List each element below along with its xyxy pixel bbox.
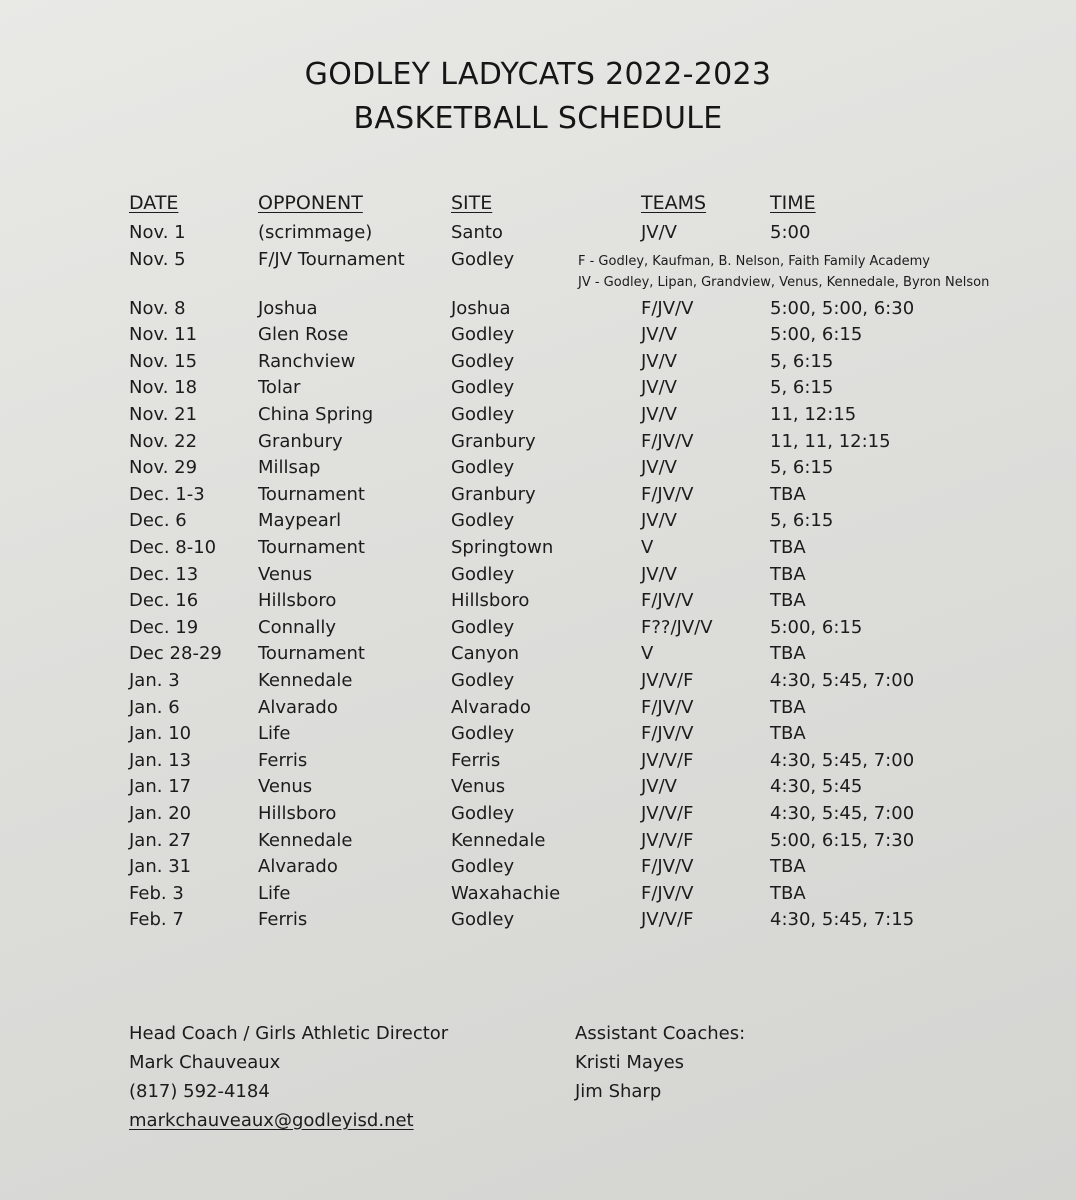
cell-date: Nov. 21	[129, 404, 198, 425]
table-row	[0, 457, 1076, 483]
cell-time: TBA	[770, 696, 806, 718]
table-row	[0, 537, 1076, 563]
cell-date: Jan. 3	[129, 670, 180, 691]
cell-teams: F/JV/V	[641, 696, 694, 718]
cell-time: 5:00, 5:00, 6:30	[770, 297, 915, 319]
table-row	[0, 723, 1076, 749]
assistant-coaches-block	[575, 1019, 745, 1106]
cell-site: Santo	[451, 222, 503, 243]
cell-site: Godley	[451, 248, 515, 270]
cell-date: Feb. 3	[129, 882, 184, 904]
cell-teams: V	[641, 643, 654, 665]
header-time: TIME	[770, 192, 816, 214]
cell-opponent: Joshua	[258, 297, 318, 319]
cell-date: Jan. 20	[129, 803, 192, 824]
cell-site: Godley	[451, 510, 515, 532]
cell-date: Nov. 15	[129, 350, 198, 372]
cell-opponent: Hillsboro	[258, 590, 337, 612]
cell-time: 5:00, 6:15	[770, 616, 863, 638]
cell-date: Dec. 19	[129, 616, 199, 638]
cell-opponent: Venus	[258, 563, 313, 585]
cell-opponent: Tournament	[258, 537, 365, 558]
cell-time: TBA	[770, 563, 806, 585]
cell-teams: JV/V/F	[641, 803, 694, 824]
cell-opponent: Connally	[258, 616, 337, 638]
cell-teams: F??/JV/V	[641, 616, 713, 638]
table-row	[0, 377, 1076, 403]
cell-time: 5, 6:15	[770, 510, 834, 532]
cell-date: Nov. 22	[129, 430, 198, 452]
cell-teams: JV/V	[641, 510, 677, 532]
cell-time: 5:00, 6:15	[770, 324, 863, 346]
cell-opponent: Alvarado	[258, 856, 338, 878]
head-coach-block	[129, 1019, 448, 1135]
cell-teams: JV/V	[641, 222, 677, 243]
table-row	[0, 298, 1076, 324]
cell-teams: JV/V	[641, 350, 677, 372]
cell-site: Godley	[451, 563, 515, 585]
table-row	[0, 883, 1076, 909]
cell-teams: JV/V	[641, 563, 677, 585]
cell-time: 4:30, 5:45, 7:00	[770, 749, 915, 771]
cell-date: Nov. 8	[129, 297, 186, 319]
cell-teams: JV/V	[641, 457, 677, 479]
cell-opponent: Millsap	[258, 457, 321, 479]
head-coach-phone[interactable]: (817) 592-4184	[129, 1081, 270, 1102]
cell-time: 4:30, 5:45, 7:15	[770, 909, 915, 931]
table-row	[0, 431, 1076, 457]
cell-teams: JV/V	[641, 776, 677, 798]
cell-site: Godley	[451, 324, 515, 346]
cell-date: Jan. 31	[129, 856, 192, 878]
cell-date: Dec. 13	[129, 563, 199, 585]
cell-site: Godley	[451, 803, 515, 824]
cell-teams: JV/V	[641, 324, 677, 346]
table-row	[0, 697, 1076, 723]
assistant-coach-name: Jim Sharp	[575, 1081, 662, 1102]
cell-opponent: Ferris	[258, 749, 308, 771]
cell-site: Springtown	[451, 537, 554, 558]
header-site: SITE	[451, 192, 493, 214]
cell-date: Dec. 1-3	[129, 483, 205, 505]
cell-teams: JV/V/F	[641, 829, 694, 851]
cell-time: 5, 6:15	[770, 457, 834, 479]
cell-date: Dec. 6	[129, 510, 187, 532]
cell-date: Nov. 5	[129, 248, 186, 270]
table-row	[0, 222, 1076, 248]
cell-site: Kennedale	[451, 829, 546, 851]
cell-opponent: Maypearl	[258, 510, 342, 532]
cell-teams: F/JV/V	[641, 590, 694, 612]
cell-opponent: Ranchview	[258, 350, 356, 372]
cell-opponent: Venus	[258, 776, 313, 798]
assistant-coach-name: Kristi Mayes	[575, 1052, 685, 1073]
cell-time: 5, 6:15	[770, 350, 834, 372]
cell-site: Godley	[451, 404, 515, 425]
cell-opponent: Ferris	[258, 909, 308, 931]
cell-opponent: Life	[258, 723, 291, 745]
cell-opponent: Hillsboro	[258, 803, 337, 824]
table-row	[0, 351, 1076, 377]
cell-site: Alvarado	[451, 696, 531, 718]
cell-time: TBA	[770, 483, 806, 505]
header-date: DATE	[129, 192, 179, 214]
cell-site: Venus	[451, 776, 506, 798]
assistant-coaches-label: Assistant Coaches:	[575, 1023, 746, 1044]
cell-site: Hillsboro	[451, 590, 530, 612]
cell-time: 5:00	[770, 222, 811, 243]
cell-date: Dec 28-29	[129, 643, 222, 665]
cell-opponent: Tolar	[258, 377, 301, 399]
table-row	[0, 670, 1076, 696]
cell-site: Godley	[451, 616, 515, 638]
cell-teams: V	[641, 537, 654, 558]
cell-date: Dec. 16	[129, 590, 199, 612]
cell-site: Godley	[451, 670, 515, 691]
cell-date: Dec. 8-10	[129, 537, 217, 558]
cell-site: Godley	[451, 457, 515, 479]
table-row	[0, 776, 1076, 802]
cell-site: Canyon	[451, 643, 520, 665]
cell-date: Feb. 7	[129, 909, 184, 931]
cell-time: 11, 12:15	[770, 404, 857, 425]
cell-teams: F/JV/V	[641, 483, 694, 505]
cell-teams: F/JV/V	[641, 882, 694, 904]
cell-opponent: Kennedale	[258, 829, 353, 851]
cell-date: Nov. 1	[129, 222, 186, 243]
table-row	[0, 856, 1076, 882]
table-row	[0, 590, 1076, 616]
header-teams: TEAMS	[641, 192, 707, 214]
table-row	[0, 617, 1076, 643]
cell-opponent: Life	[258, 882, 291, 904]
table-row	[0, 830, 1076, 856]
cell-opponent: Tournament	[258, 483, 365, 505]
cell-opponent: Alvarado	[258, 696, 338, 718]
cell-site: Godley	[451, 350, 515, 372]
head-coach-email[interactable]: markchauveaux@godleyisd.net	[129, 1110, 414, 1131]
cell-time: 4:30, 5:45, 7:00	[770, 670, 915, 691]
cell-opponent: Granbury	[258, 430, 343, 452]
table-row	[0, 750, 1076, 776]
tournament-note-freshman: F - Godley, Kaufman, B. Nelson, Faith Family Academy	[578, 254, 930, 269]
cell-teams: F/JV/V	[641, 297, 694, 319]
cell-site: Joshua	[451, 297, 511, 319]
cell-date: Jan. 6	[129, 696, 180, 718]
cell-teams: JV/V	[641, 377, 677, 399]
table-row	[0, 643, 1076, 669]
cell-teams: JV/V/F	[641, 670, 694, 691]
cell-teams: F/JV/V	[641, 723, 694, 745]
cell-opponent: China Spring	[258, 404, 374, 425]
head-coach-name: Mark Chauveaux	[129, 1052, 281, 1073]
cell-teams: JV/V	[641, 404, 677, 425]
cell-time: 5:00, 6:15, 7:30	[770, 829, 915, 851]
cell-date: Jan. 17	[129, 776, 192, 798]
cell-opponent: (scrimmage)	[258, 222, 373, 243]
cell-date: Jan. 13	[129, 749, 192, 771]
cell-date: Nov. 18	[129, 377, 198, 399]
schedule-title: GODLEY LADYCATS 2022-2023	[304, 57, 772, 92]
cell-teams: F/JV/V	[641, 856, 694, 878]
cell-date: Jan. 27	[129, 829, 192, 851]
cell-time: TBA	[770, 882, 806, 904]
cell-teams: F/JV/V	[641, 430, 694, 452]
cell-teams: JV/V/F	[641, 909, 694, 931]
table-row	[0, 510, 1076, 536]
table-row	[0, 803, 1076, 829]
cell-time: TBA	[770, 537, 806, 558]
cell-site: Godley	[451, 856, 515, 878]
cell-time: 4:30, 5:45	[770, 776, 863, 798]
cell-site: Ferris	[451, 749, 501, 771]
cell-opponent: Glen Rose	[258, 324, 349, 346]
cell-date: Nov. 29	[129, 457, 198, 479]
cell-site: Godley	[451, 723, 515, 745]
cell-time: TBA	[770, 856, 806, 878]
table-row	[0, 324, 1076, 350]
cell-time: TBA	[770, 590, 806, 612]
cell-opponent: Tournament	[258, 643, 365, 665]
cell-teams: JV/V/F	[641, 749, 694, 771]
cell-time: 4:30, 5:45, 7:00	[770, 803, 915, 824]
schedule-subtitle: BASKETBALL SCHEDULE	[353, 101, 723, 136]
head-coach-title: Head Coach / Girls Athletic Director	[129, 1023, 449, 1044]
cell-time: TBA	[770, 643, 806, 665]
cell-date: Nov. 11	[129, 324, 198, 346]
cell-site: Granbury	[451, 483, 536, 505]
header-opponent: OPPONENT	[258, 192, 363, 214]
cell-site: Waxahachie	[451, 882, 561, 904]
cell-time: 5, 6:15	[770, 377, 834, 399]
table-row	[0, 484, 1076, 510]
cell-site: Godley	[451, 377, 515, 399]
table-row	[0, 404, 1076, 430]
cell-date: Jan. 10	[129, 723, 192, 745]
cell-opponent: Kennedale	[258, 670, 353, 691]
cell-time: 11, 11, 12:15	[770, 430, 891, 452]
cell-site: Granbury	[451, 430, 536, 452]
tournament-note-jv: JV - Godley, Lipan, Grandview, Venus, Kennedale, Byron Nelson	[578, 275, 990, 290]
cell-opponent: F/JV Tournament	[258, 248, 405, 270]
cell-time: TBA	[770, 723, 806, 745]
cell-site: Godley	[451, 909, 515, 931]
table-row	[0, 564, 1076, 590]
table-row	[0, 909, 1076, 935]
